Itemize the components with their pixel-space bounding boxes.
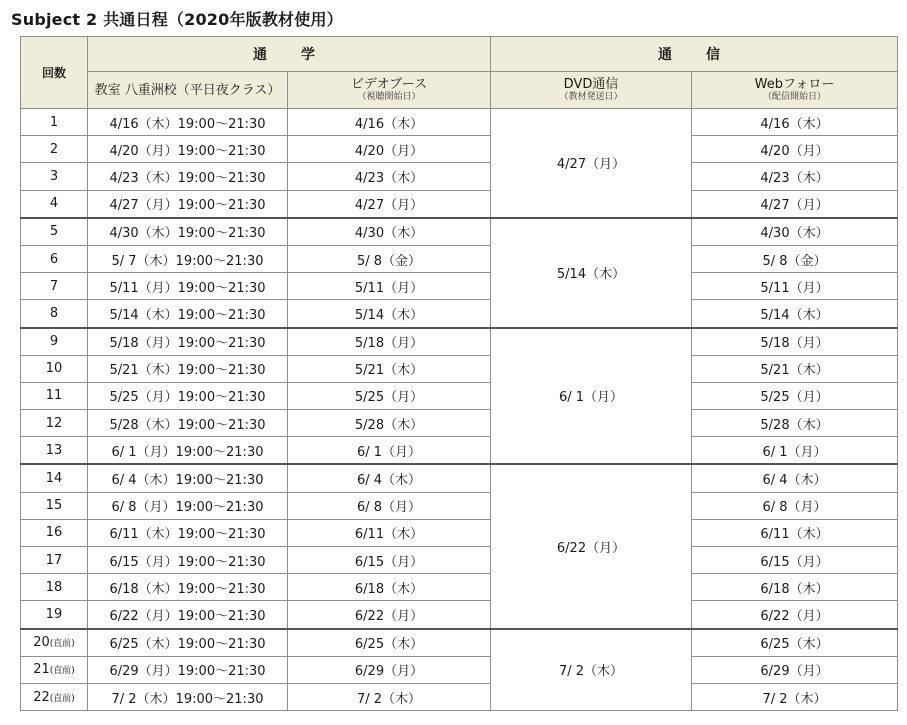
web-follow-header (692, 72, 898, 109)
lesson-number-cell (21, 190, 88, 218)
video-booth-header-label: ビデオブース (350, 77, 428, 92)
lesson-number: 17 (45, 552, 63, 568)
lesson-number: 13 (45, 442, 63, 458)
classroom-header-label: 教室 八重洲校（平日夜クラス） (94, 82, 281, 98)
lesson-number: 18 (45, 579, 63, 595)
classroom-date-cell: 6/15（月）19:00〜21:30 (88, 547, 288, 574)
lesson-number-cell (21, 163, 88, 190)
lesson-number-cell (21, 464, 88, 492)
classroom-date-cell: 6/ 1（月）19:00〜21:30 (88, 437, 288, 465)
table-row (21, 300, 898, 328)
table-row (21, 273, 898, 300)
video-booth-date-cell: 6/18（木） (288, 574, 491, 601)
web-follow-date-cell: 6/ 1（月） (692, 437, 898, 465)
web-follow-date-cell: 5/14（木） (692, 300, 898, 328)
table-row (21, 190, 898, 218)
lesson-number: 5 (49, 224, 59, 240)
lesson-number: 20 (33, 635, 50, 651)
classroom-date-cell: 4/23（木）19:00〜21:30 (88, 163, 288, 190)
table-row (21, 245, 898, 272)
web-follow-header-sub: （配信開始日） (762, 92, 826, 102)
table-row (21, 355, 898, 382)
video-booth-date-cell: 5/28（木） (288, 410, 491, 437)
classroom-date-cell: 6/18（木）19:00〜21:30 (88, 574, 288, 601)
web-follow-date-cell: 4/20（月） (692, 136, 898, 163)
video-booth-date-cell: 5/21（木） (288, 355, 491, 382)
table-row (21, 519, 898, 546)
video-booth-date-cell: 4/27（月） (288, 190, 491, 218)
table-row (21, 492, 898, 519)
pre-exam-tag: (直前) (49, 693, 75, 704)
pre-exam-tag: (直前) (49, 639, 75, 650)
table-row (21, 437, 898, 465)
lesson-number-cell (21, 328, 88, 356)
web-follow-date-cell: 6/18（木） (692, 574, 898, 601)
dvd-ship-date-cell: 6/22（月） (491, 464, 692, 628)
web-follow-date-cell: 4/30（木） (692, 218, 898, 246)
web-follow-date-cell: 5/28（木） (692, 410, 898, 437)
classroom-date-cell: 4/20（月）19:00〜21:30 (88, 136, 288, 163)
video-booth-date-cell: 6/ 1（月） (288, 437, 491, 465)
lesson-number-cell (21, 547, 88, 574)
video-booth-date-cell: 6/25（木） (288, 629, 491, 657)
classroom-date-cell: 7/ 2（木）19:00〜21:30 (88, 683, 288, 710)
table-row (21, 136, 898, 163)
table-row (21, 163, 898, 190)
lesson-number-cell (21, 629, 88, 657)
web-follow-date-cell: 6/22（月） (692, 601, 898, 629)
web-follow-date-cell: 5/25（月） (692, 382, 898, 409)
table-row (21, 328, 898, 356)
web-follow-date-cell: 6/15（月） (692, 547, 898, 574)
lesson-number-cell (21, 109, 88, 136)
lesson-number-cell (21, 601, 88, 629)
video-booth-date-cell: 7/ 2（木） (288, 683, 491, 710)
lesson-number: 3 (49, 168, 59, 184)
classroom-date-cell: 4/27（月）19:00〜21:30 (88, 190, 288, 218)
web-follow-date-cell: 4/27（月） (692, 190, 898, 218)
lesson-number: 11 (45, 388, 63, 404)
lesson-number-cell (21, 492, 88, 519)
web-follow-date-cell: 4/23（木） (692, 163, 898, 190)
lesson-number: 12 (45, 415, 63, 431)
table-row (21, 410, 898, 437)
video-booth-header-sub: （視聴開始日） (357, 92, 421, 102)
lesson-number: 19 (45, 606, 63, 622)
classroom-date-cell: 5/21（木）19:00〜21:30 (88, 355, 288, 382)
video-booth-date-cell: 6/ 4（木） (288, 464, 491, 492)
table-row (21, 601, 898, 629)
dvd-ship-date-cell: 7/ 2（木） (491, 629, 692, 711)
table-row (21, 464, 898, 492)
dvd-header-sub: （教材発送日） (559, 92, 623, 102)
web-follow-date-cell: 6/29（月） (692, 656, 898, 683)
web-follow-date-cell: 6/ 4（木） (692, 464, 898, 492)
video-booth-date-cell: 4/16（木） (288, 109, 491, 136)
web-follow-date-cell: 5/18（月） (692, 328, 898, 356)
lesson-number: 14 (45, 471, 63, 487)
classroom-date-cell: 5/18（月）19:00〜21:30 (88, 328, 288, 356)
pre-exam-tag: (直前) (49, 666, 75, 677)
web-follow-date-cell: 6/11（木） (692, 519, 898, 546)
lesson-number-cell (21, 437, 88, 465)
lesson-number-cell (21, 574, 88, 601)
lesson-number-cell (21, 410, 88, 437)
correspondence-group-header: 通 信 (491, 37, 898, 72)
video-booth-date-cell: 6/22（月） (288, 601, 491, 629)
dvd-header-label: DVD通信 (563, 77, 619, 92)
classroom-date-cell: 6/ 4（木）19:00〜21:30 (88, 464, 288, 492)
lesson-number-cell (21, 656, 88, 683)
table-row (21, 629, 898, 657)
table-row (21, 656, 898, 683)
web-follow-header-label: Webフォロー (754, 77, 835, 92)
lesson-number: 1 (49, 114, 59, 130)
web-follow-date-cell: 5/21（木） (692, 355, 898, 382)
classroom-date-cell: 5/25（月）19:00〜21:30 (88, 382, 288, 409)
lesson-number-cell (21, 218, 88, 246)
dvd-ship-date-cell: 4/27（月） (491, 109, 692, 218)
lesson-number: 8 (49, 305, 59, 321)
video-booth-date-cell: 5/14（木） (288, 300, 491, 328)
web-follow-date-cell: 4/16（木） (692, 109, 898, 136)
lesson-number: 4 (49, 196, 59, 212)
video-booth-date-cell: 4/20（月） (288, 136, 491, 163)
classroom-date-cell: 5/ 7（木）19:00〜21:30 (88, 245, 288, 272)
lesson-number: 9 (49, 334, 59, 350)
lesson-number-cell (21, 300, 88, 328)
video-booth-header (288, 72, 491, 109)
lesson-number: 15 (45, 498, 63, 514)
classroom-header (88, 72, 288, 109)
lesson-number-cell (21, 683, 88, 710)
web-follow-date-cell: 5/ 8（金） (692, 245, 898, 272)
classroom-date-cell: 5/14（木）19:00〜21:30 (88, 300, 288, 328)
classroom-date-cell: 6/22（月）19:00〜21:30 (88, 601, 288, 629)
classroom-date-cell: 5/28（木）19:00〜21:30 (88, 410, 288, 437)
lesson-number: 16 (45, 525, 63, 541)
lesson-number: 2 (49, 141, 59, 157)
lesson-number-cell (21, 136, 88, 163)
video-booth-date-cell: 6/15（月） (288, 547, 491, 574)
web-follow-date-cell: 6/ 8（月） (692, 492, 898, 519)
lesson-number-cell (21, 273, 88, 300)
lesson-number: 7 (49, 278, 59, 294)
classroom-date-cell: 6/29（月）19:00〜21:30 (88, 656, 288, 683)
video-booth-date-cell: 5/ 8（金） (288, 245, 491, 272)
video-booth-date-cell: 6/ 8（月） (288, 492, 491, 519)
video-booth-date-cell: 4/30（木） (288, 218, 491, 246)
schedule-table (20, 36, 898, 711)
video-booth-date-cell: 6/29（月） (288, 656, 491, 683)
video-booth-date-cell: 6/11（木） (288, 519, 491, 546)
lesson-number: 21 (33, 662, 50, 678)
lesson-number-cell (21, 355, 88, 382)
table-row (21, 547, 898, 574)
web-follow-date-cell: 6/25（木） (692, 629, 898, 657)
classroom-date-cell: 5/11（月）19:00〜21:30 (88, 273, 288, 300)
table-row (21, 382, 898, 409)
video-booth-date-cell: 5/25（月） (288, 382, 491, 409)
lesson-number-cell (21, 519, 88, 546)
video-booth-date-cell: 5/18（月） (288, 328, 491, 356)
lesson-number-cell (21, 245, 88, 272)
schedule-body (21, 109, 898, 711)
table-row (21, 109, 898, 136)
lesson-number: 22 (33, 689, 50, 705)
classroom-date-cell: 6/25（木）19:00〜21:30 (88, 629, 288, 657)
dvd-ship-date-cell: 6/ 1（月） (491, 328, 692, 465)
classroom-date-cell: 6/11（木）19:00〜21:30 (88, 519, 288, 546)
classroom-date-cell: 4/30（木）19:00〜21:30 (88, 218, 288, 246)
count-header: 回数 (21, 37, 88, 109)
dvd-header (491, 72, 692, 109)
table-row (21, 218, 898, 246)
dvd-ship-date-cell: 5/14（木） (491, 218, 692, 328)
lesson-number: 6 (49, 251, 59, 267)
lesson-number-cell (21, 382, 88, 409)
lesson-number: 10 (45, 361, 63, 377)
table-row (21, 574, 898, 601)
web-follow-date-cell: 7/ 2（木） (692, 683, 898, 710)
classroom-date-cell: 6/ 8（月）19:00〜21:30 (88, 492, 288, 519)
table-row (21, 683, 898, 710)
classroom-date-cell: 4/16（木）19:00〜21:30 (88, 109, 288, 136)
page-title: Subject 2 共通日程（2020年版教材使用） (11, 10, 343, 29)
web-follow-date-cell: 5/11（月） (692, 273, 898, 300)
video-booth-date-cell: 5/11（月） (288, 273, 491, 300)
school-group-header: 通 学 (88, 37, 491, 72)
video-booth-date-cell: 4/23（木） (288, 163, 491, 190)
